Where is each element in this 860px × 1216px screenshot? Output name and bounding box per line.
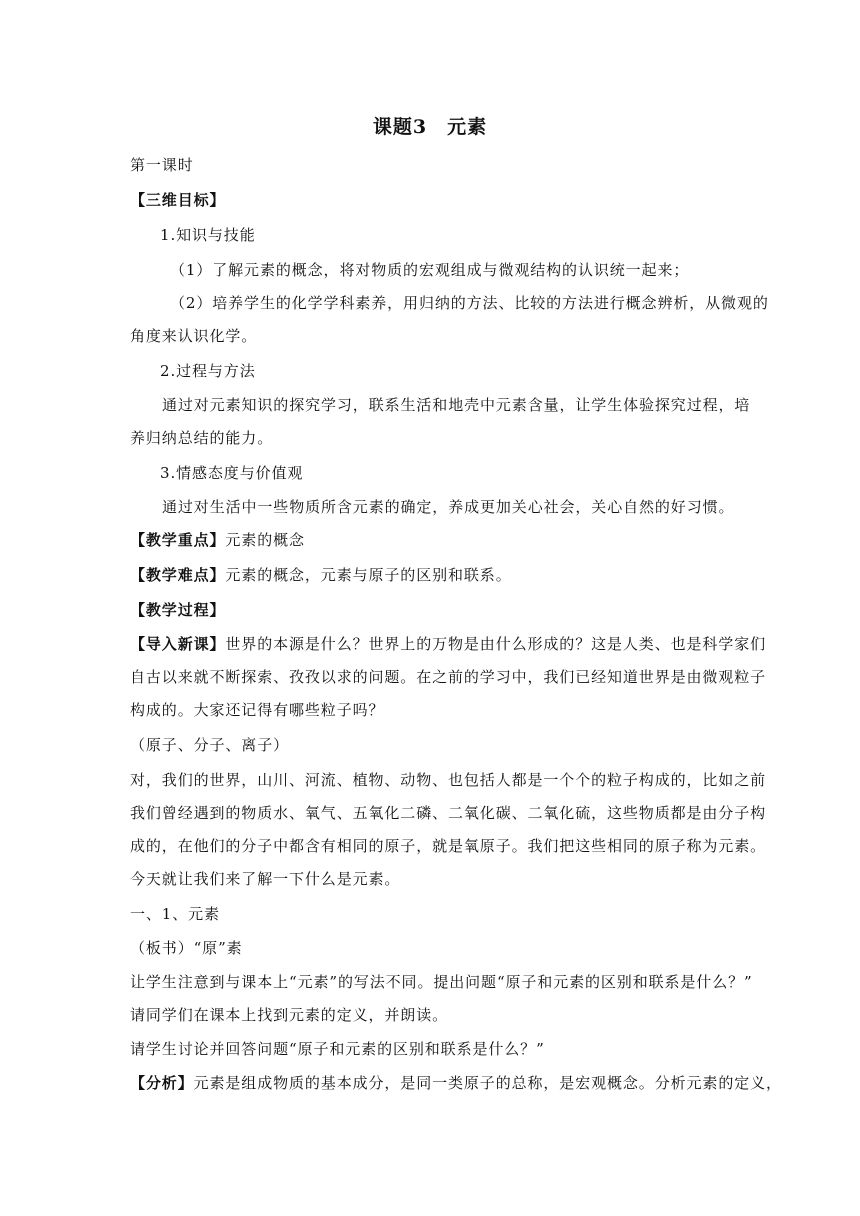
- objectives-heading: 【三维目标】: [130, 191, 226, 209]
- knowledge-item-2-line-1: （2）培养学生的化学学科素养，用归纳的方法、比较的方法进行概念辨析，从微观的: [170, 294, 769, 312]
- note-line-2: 请同学们在课本上找到元素的定义，并朗读。: [130, 1006, 449, 1024]
- note-line-1: 让学生注意到与课本上“元素”的写法不同。提出问题“原子和元素的区别和联系是什么？”: [130, 973, 753, 991]
- knowledge-item-1: （1）了解元素的概念，将对物质的宏观组成与微观结构的认识统一起来；: [170, 261, 690, 279]
- key-point-label: 【教学重点】: [130, 531, 226, 549]
- knowledge-heading: 1.知识与技能: [160, 226, 256, 244]
- intro-line-3: 构成的。大家还记得有哪些粒子吗？: [130, 701, 385, 719]
- board-note: （板书）“原”素: [130, 939, 243, 957]
- process-method-line-2: 养归纳总结的能力。: [130, 429, 274, 447]
- lesson-label: 第一课时: [130, 156, 194, 174]
- key-point-text: 元素的概念: [225, 531, 305, 549]
- paragraph-line-2: 我们曾经遇到的物质水、氧气、五氧化二磷、二氧化碳、二氧化硫，这些物质都是由分子构: [130, 804, 767, 822]
- paragraph-line-3: 成的，在他们的分子中都含有相同的原子，就是氧原子。我们把这些相同的原子称为元素。: [130, 837, 767, 855]
- difficulty-label: 【教学难点】: [130, 566, 226, 584]
- analysis-text: 元素是组成物质的基本成分，是同一类原子的总称，是宏观概念。分析元素的定义，: [193, 1074, 782, 1092]
- paragraph-line-1: 对，我们的世界，山川、河流、植物、动物、也包括人都是一个个的粒子构成的，比如之前: [130, 771, 767, 789]
- process-heading: 【教学过程】: [130, 601, 226, 619]
- section-heading: 一、1、元素: [130, 905, 220, 923]
- paragraph-line-4: 今天就让我们来了解一下什么是元素。: [130, 870, 401, 888]
- emotion-heading: 3.情感态度与价值观: [160, 464, 304, 482]
- process-method-line-1: 通过对元素知识的探究学习，联系生活和地壳中元素含量，让学生体验探究过程，培: [162, 396, 751, 414]
- difficulty-text: 元素的概念，元素与原子的区别和联系。: [225, 566, 512, 584]
- discuss-line: 请学生讨论并回答问题“原子和元素的区别和联系是什么？”: [130, 1040, 545, 1058]
- page-title: 课题3 元素: [372, 116, 488, 138]
- analysis-label: 【分析】: [130, 1074, 194, 1092]
- knowledge-item-2-line-2: 角度来认识化学。: [130, 327, 258, 345]
- intro-text-1: 世界的本源是什么？世界上的万物是由什么形成的？这是人类、也是科学家们: [225, 635, 767, 653]
- emotion-line-1: 通过对生活中一些物质所含元素的确定，养成更加关心社会，关心自然的好习惯。: [162, 498, 735, 516]
- process-method-heading: 2.过程与方法: [160, 362, 256, 380]
- difficulty: [130, 565, 512, 585]
- analysis-line: [130, 1073, 782, 1093]
- intro-label: 【导入新课】: [130, 635, 226, 653]
- key-point: [130, 530, 305, 550]
- answer-line: （原子、分子、离子）: [130, 736, 290, 754]
- intro-line-1: [130, 634, 766, 654]
- intro-line-2: 自古以来就不断探索、孜孜以求的问题。在之前的学习中，我们已经知道世界是由微观粒子: [130, 668, 767, 686]
